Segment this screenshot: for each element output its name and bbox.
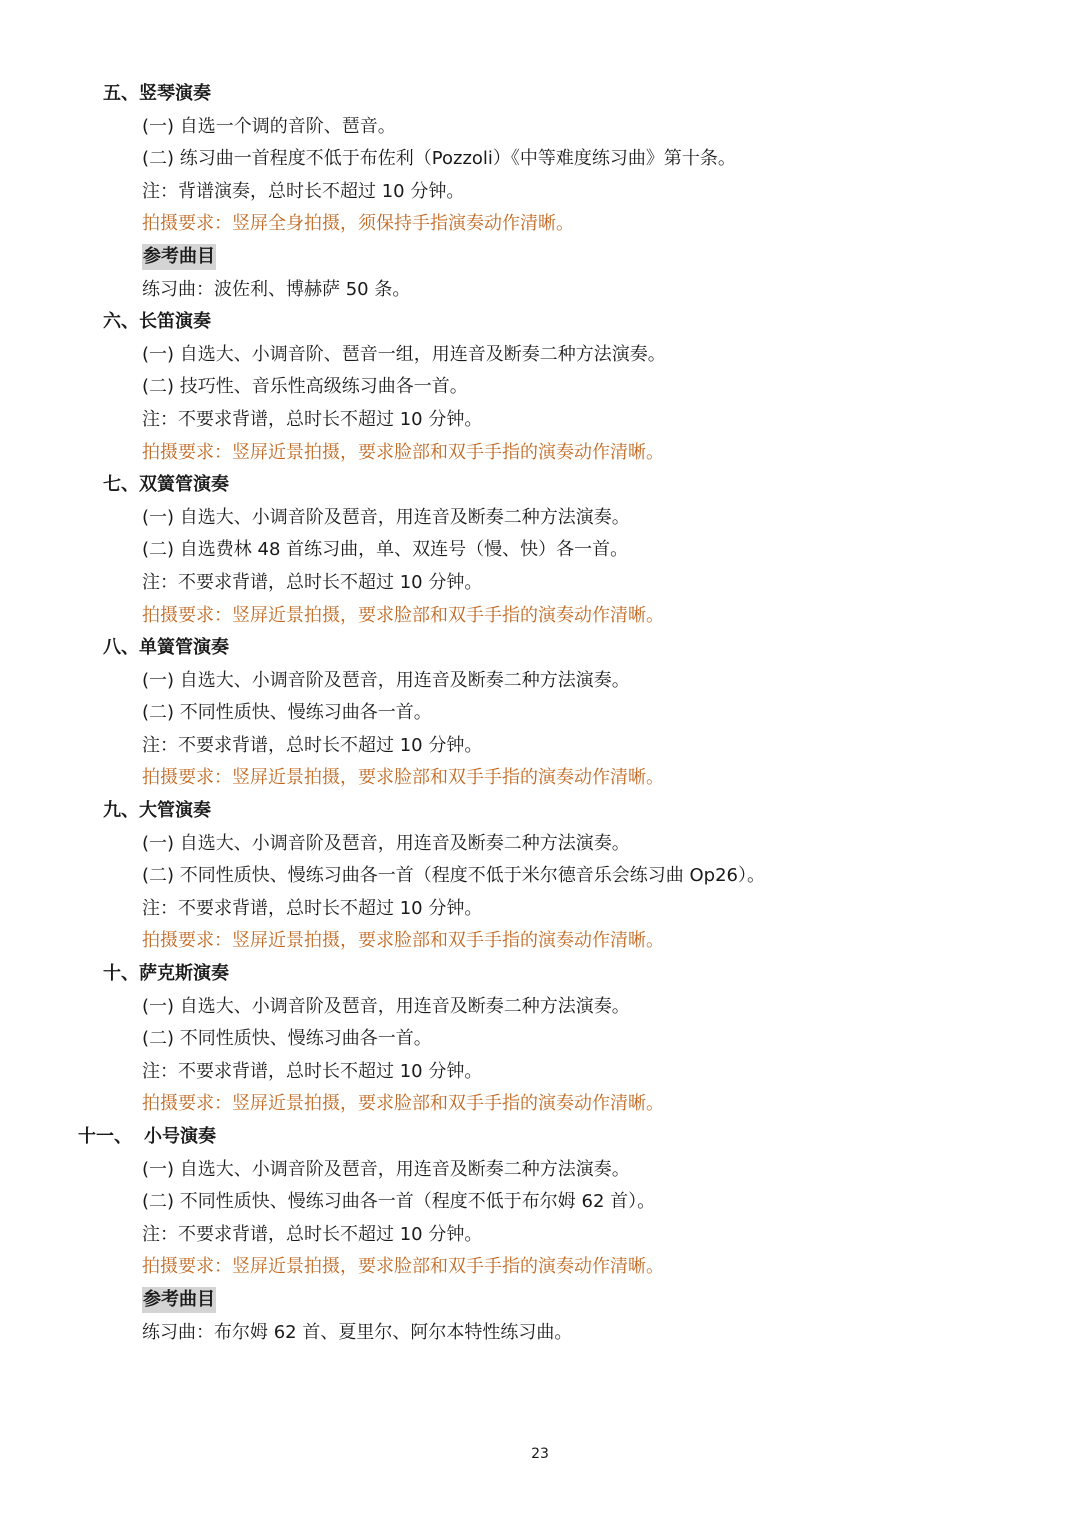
section-item: (一) 自选大、小调音阶、琶音一组，用连音及断奏二种方法演奏。 — [142, 343, 666, 365]
reference-label-row — [0, 241, 1080, 274]
section-item: (二) 不同性质快、慢练习曲各一首。 — [142, 1028, 432, 1050]
section-item: (一) 自选大、小调音阶及琶音，用连音及断奏二种方法演奏。 — [142, 832, 630, 854]
section-item: (一) 自选大、小调音阶及琶音，用连音及断奏二种方法演奏。 — [142, 669, 630, 691]
section-item: (二) 不同性质快、慢练习曲各一首（程度不低于米尔德音乐会练习曲 Op26）。 — [142, 865, 765, 887]
section-title: 小号演奏 — [144, 1126, 216, 1147]
reference-label-row — [0, 1284, 1080, 1317]
filming-requirement: 拍摄要求：竖屏近景拍摄，要求脸部和双手手指的演奏动作清晰。 — [142, 1256, 664, 1278]
section-heading-bassoon: 九、大管演奏 — [103, 800, 211, 822]
section-note: 注：不要求背谱，总时长不超过 10 分钟。 — [142, 571, 483, 593]
reference-text: 练习曲：波佐利、博赫萨 50 条。 — [142, 278, 411, 300]
section-item: (二) 技巧性、音乐性高级练习曲各一首。 — [142, 376, 468, 398]
filming-requirement: 拍摄要求：竖屏近景拍摄，要求脸部和双手手指的演奏动作清晰。 — [142, 604, 664, 626]
filming-requirement: 拍摄要求：竖屏全身拍摄，须保持手指演奏动作清晰。 — [142, 213, 574, 235]
reference-label: 参考曲目 — [142, 244, 216, 270]
reference-text: 练习曲：布尔姆 62 首、夏里尔、阿尔本特性练习曲。 — [142, 1321, 573, 1343]
section-number: 十一、 — [78, 1126, 132, 1147]
section-heading-oboe: 七、双簧管演奏 — [103, 474, 229, 496]
section-note: 注：不要求背谱，总时长不超过 10 分钟。 — [142, 897, 483, 919]
section-item: (一) 自选大、小调音阶及琶音，用连音及断奏二种方法演奏。 — [142, 1158, 630, 1180]
section-heading-clarinet: 八、单簧管演奏 — [103, 637, 229, 659]
filming-requirement: 拍摄要求：竖屏近景拍摄，要求脸部和双手手指的演奏动作清晰。 — [142, 1093, 664, 1115]
section-item: (二) 不同性质快、慢练习曲各一首（程度不低于布尔姆 62 首）。 — [142, 1191, 656, 1213]
filming-requirement: 拍摄要求：竖屏近景拍摄，要求脸部和双手手指的演奏动作清晰。 — [142, 930, 664, 952]
section-item: (二) 练习曲一首程度不低于布佐利（Pozzoli）《中等难度练习曲》第十条。 — [142, 148, 736, 170]
page-number: 23 — [531, 1446, 549, 1462]
section-note: 注：不要求背谱，总时长不超过 10 分钟。 — [142, 734, 483, 756]
reference-label: 参考曲目 — [142, 1287, 216, 1313]
section-note: 注：不要求背谱，总时长不超过 10 分钟。 — [142, 1060, 483, 1082]
section-item: (一) 自选大、小调音阶及琶音，用连音及断奏二种方法演奏。 — [142, 995, 630, 1017]
section-heading-flute: 六、长笛演奏 — [103, 311, 211, 333]
section-note: 注：不要求背谱，总时长不超过 10 分钟。 — [142, 408, 483, 430]
filming-requirement: 拍摄要求：竖屏近景拍摄，要求脸部和双手手指的演奏动作清晰。 — [142, 441, 664, 463]
section-note: 注：不要求背谱，总时长不超过 10 分钟。 — [142, 1223, 483, 1245]
document-page — [0, 78, 1080, 1349]
filming-requirement: 拍摄要求：竖屏近景拍摄，要求脸部和双手手指的演奏动作清晰。 — [142, 767, 664, 789]
section-heading-harp: 五、竖琴演奏 — [103, 83, 211, 104]
section-item: (二) 不同性质快、慢练习曲各一首。 — [142, 702, 432, 724]
section-item: (一) 自选一个调的音阶、琶音。 — [142, 115, 396, 137]
section-item: (二) 自选费林 48 首练习曲，单、双连号（慢、快）各一首。 — [142, 539, 629, 561]
section-heading-saxophone: 十、萨克斯演奏 — [103, 963, 229, 985]
section-note: 注：背谱演奏，总时长不超过 10 分钟。 — [142, 180, 465, 202]
section-heading-trumpet — [0, 1121, 1080, 1154]
section-item: (一) 自选大、小调音阶及琶音，用连音及断奏二种方法演奏。 — [142, 506, 630, 528]
